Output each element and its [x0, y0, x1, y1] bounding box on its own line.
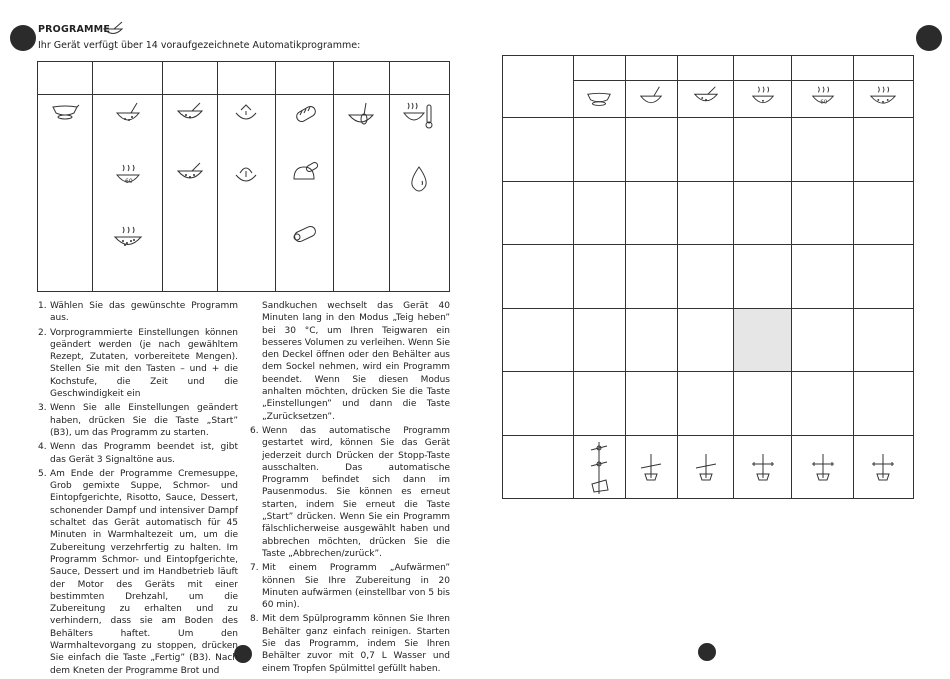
table-cell	[275, 62, 333, 95]
page-subtitle: Ihr Gerät verfügt über 14 voraufgezeichnete Automatikprogramme:	[38, 40, 361, 51]
whisk-icon	[346, 101, 376, 131]
table-cell	[734, 118, 792, 181]
stir-bowl-icon	[692, 84, 720, 112]
table-cell	[503, 56, 574, 118]
table-cell	[503, 245, 574, 308]
list-item: 1. Wählen Sie das gewünschte Programm aus.	[38, 301, 238, 324]
table-cell	[678, 435, 734, 498]
table-cell	[678, 181, 734, 244]
table-cell	[625, 372, 677, 435]
steam-basket-icon	[113, 163, 143, 191]
table-cell	[503, 181, 574, 244]
table-cell	[503, 308, 574, 371]
table-cell	[792, 56, 854, 81]
table-cell-shaded	[734, 308, 792, 371]
table-cell	[734, 56, 792, 81]
table-cell	[573, 56, 625, 81]
table-cell	[678, 245, 734, 308]
table-cell	[93, 95, 163, 292]
table-cell	[853, 81, 913, 118]
table-cell	[792, 308, 854, 371]
water-drop-icon	[407, 165, 431, 195]
cake-icon	[288, 161, 322, 187]
ladle-bowl-icon	[113, 101, 143, 129]
table-cell	[625, 308, 677, 371]
table-cell	[163, 62, 217, 95]
program-table-right	[502, 55, 914, 499]
table-cell	[389, 62, 449, 95]
instructions-column-left	[38, 300, 238, 679]
table-cell	[625, 56, 677, 81]
table-cell	[678, 81, 734, 118]
table-cell	[217, 95, 275, 292]
table-cell	[792, 81, 854, 118]
table-cell	[792, 181, 854, 244]
steam-bowl-icon	[809, 84, 837, 112]
svg-text:60: 60	[124, 178, 133, 185]
list-item: 5. Am Ende der Programme Cremesuppe, Grob gemixte Suppe, Schmor- und Eintopfgerichte, Risotto, Sauce, Dessert, schonender Dampf und intensiver Dampf schaltet das Gerät automatisch für 45 Minuten in Warmhaltezeit um, um die Zubereitung verzehrfertig zu halten. Im Programm Schmor- und Eintopfgerichte, Sauce, Dessert und im Handbetrieb läuft der Motor des Geräts mit einer bestimmten Drehzahl, um die Zubereitung zu erhalten und zu verhindern, dass sie am Boden des Behälters haftet. Um den Warmhaltevorgang zu stoppen, drücken Sie einfach die Taste „Fertig” (B3). Nach dem Kneten der Programme Brot und	[38, 468, 238, 676]
page-marker-top-left	[10, 25, 36, 51]
page-marker-bottom-right	[698, 643, 716, 661]
table-cell	[503, 118, 574, 181]
table-cell	[734, 81, 792, 118]
table-cell	[163, 95, 217, 292]
mixer-blade-icon	[870, 452, 896, 482]
knife-blade-icon	[693, 452, 719, 482]
knife-blade-icon	[638, 452, 664, 482]
table-cell	[853, 308, 913, 371]
table-cell	[853, 181, 913, 244]
table-cell	[573, 372, 625, 435]
sausage-icon	[288, 221, 322, 247]
table-cell	[573, 181, 625, 244]
table-cell	[625, 181, 677, 244]
mixer-blade-icon	[810, 452, 836, 482]
list-item: 3. Wenn Sie alle Einstellungen geändert haben, drücken Sie die Taste „Start” (B3), um das Programm zu starten.	[38, 403, 238, 438]
steam-bowl-icon	[868, 84, 898, 112]
table-cell	[573, 435, 625, 498]
blade-set-icon	[586, 440, 612, 496]
svg-text:60: 60	[819, 99, 827, 106]
dessert-icon	[232, 161, 260, 189]
list-item: 4. Wenn das Programm beendet ist, gibt das Gerät 3 Signaltöne aus.	[38, 442, 238, 465]
list-item: 7. Mit einem Programm „Aufwärmen” können Sie Ihre Zubereitung in 20 Minuten aufwärmen (einstellbar von 5 bis 60 min).	[250, 563, 450, 611]
table-cell	[625, 245, 677, 308]
table-cell	[625, 118, 677, 181]
table-cell	[275, 95, 333, 292]
table-cell	[93, 62, 163, 95]
table-cell	[678, 372, 734, 435]
table-cell	[573, 308, 625, 371]
table-cell	[573, 245, 625, 308]
table-cell	[734, 245, 792, 308]
ladle-bowl-icon	[102, 20, 124, 38]
table-cell	[389, 95, 449, 292]
stir-bowl-icon	[175, 101, 205, 127]
table-cell	[625, 81, 677, 118]
table-cell	[853, 56, 913, 81]
table-cell	[853, 372, 913, 435]
table-cell	[625, 435, 677, 498]
table-cell	[503, 435, 574, 498]
table-cell	[217, 62, 275, 95]
step5-continued: Sandkuchen wechselt das Gerät 40 Minuten lang in den Modus „Teig heben” bei 30 °C, um Ihren Teigwaren ein besseres Volumen zu verleihen. Wenn Sie den Deckel öffnen oder den Behälter aus dem Sockel nehmen, wird ein Programm beendet. Wenn Sie diesen Modus anhalten möchten, drücken Sie die Taste „Einstellungen” und dann die Taste „Zurücksetzen”.	[262, 301, 450, 422]
page-marker-top-right	[916, 25, 942, 51]
table-cell	[678, 308, 734, 371]
table-cell	[334, 95, 389, 292]
mixer-blade-icon	[750, 452, 776, 482]
table-cell	[853, 435, 913, 498]
ladle-bowl-icon	[637, 84, 665, 112]
stir-bowl-icon	[175, 161, 205, 187]
steam-bowl-icon	[112, 225, 144, 253]
table-cell	[853, 245, 913, 308]
table-cell	[678, 118, 734, 181]
table-cell	[734, 435, 792, 498]
thermometer-bowl-icon	[402, 101, 436, 131]
table-cell	[573, 118, 625, 181]
gravy-boat-icon	[50, 101, 80, 121]
list-item: 2. Vorprogrammierte Einstellungen können geändert werden (je nach gewähltem Rezept, Zutaten, vorbereitete Mengen). Stellen Sie mit den Tasten – und + die Kochstufe, die Zeit und die Geschwindigkeit ein	[38, 327, 238, 400]
table-cell	[734, 181, 792, 244]
table-cell	[678, 56, 734, 81]
table-cell	[734, 372, 792, 435]
table-cell	[792, 245, 854, 308]
dessert-icon	[232, 101, 260, 127]
instructions-column-right	[250, 300, 450, 677]
program-table-left	[37, 61, 450, 292]
steam-basket-icon	[749, 84, 777, 112]
table-cell	[38, 62, 93, 95]
table-cell	[853, 118, 913, 181]
table-cell	[573, 81, 625, 118]
list-item: 8. Mit dem Spülprogramm können Sie Ihren Behälter ganz einfach reinigen. Starten Sie das Programm, indem Sie Ihren Behälter zuvor mit 0,7 L Wasser und einem Tropfen Spülmittel gefüllt haben.	[250, 614, 450, 674]
table-cell	[334, 62, 389, 95]
list-item: 6. Wenn das automatische Programm gestartet wird, können Sie das Gerät jederzeit durch Drücken der Stopp-Taste ausschalten. Das automatische Programm befindet sich dann im Pausenmodus. Sie können es erneut starten, indem Sie erneut die Taste „Start” drücken. Wenn Sie ein Programm fälschlicherweise ausgewählt haben und abbrechen möchten, drücken Sie die Taste „Abbrechen/zurück”.	[250, 425, 450, 559]
table-cell	[792, 435, 854, 498]
table-cell	[503, 372, 574, 435]
gravy-boat-icon	[585, 86, 613, 110]
table-cell	[792, 372, 854, 435]
bread-icon	[288, 101, 322, 127]
table-cell	[38, 95, 93, 292]
page-title: PROGRAMME	[38, 24, 111, 35]
table-cell	[792, 118, 854, 181]
